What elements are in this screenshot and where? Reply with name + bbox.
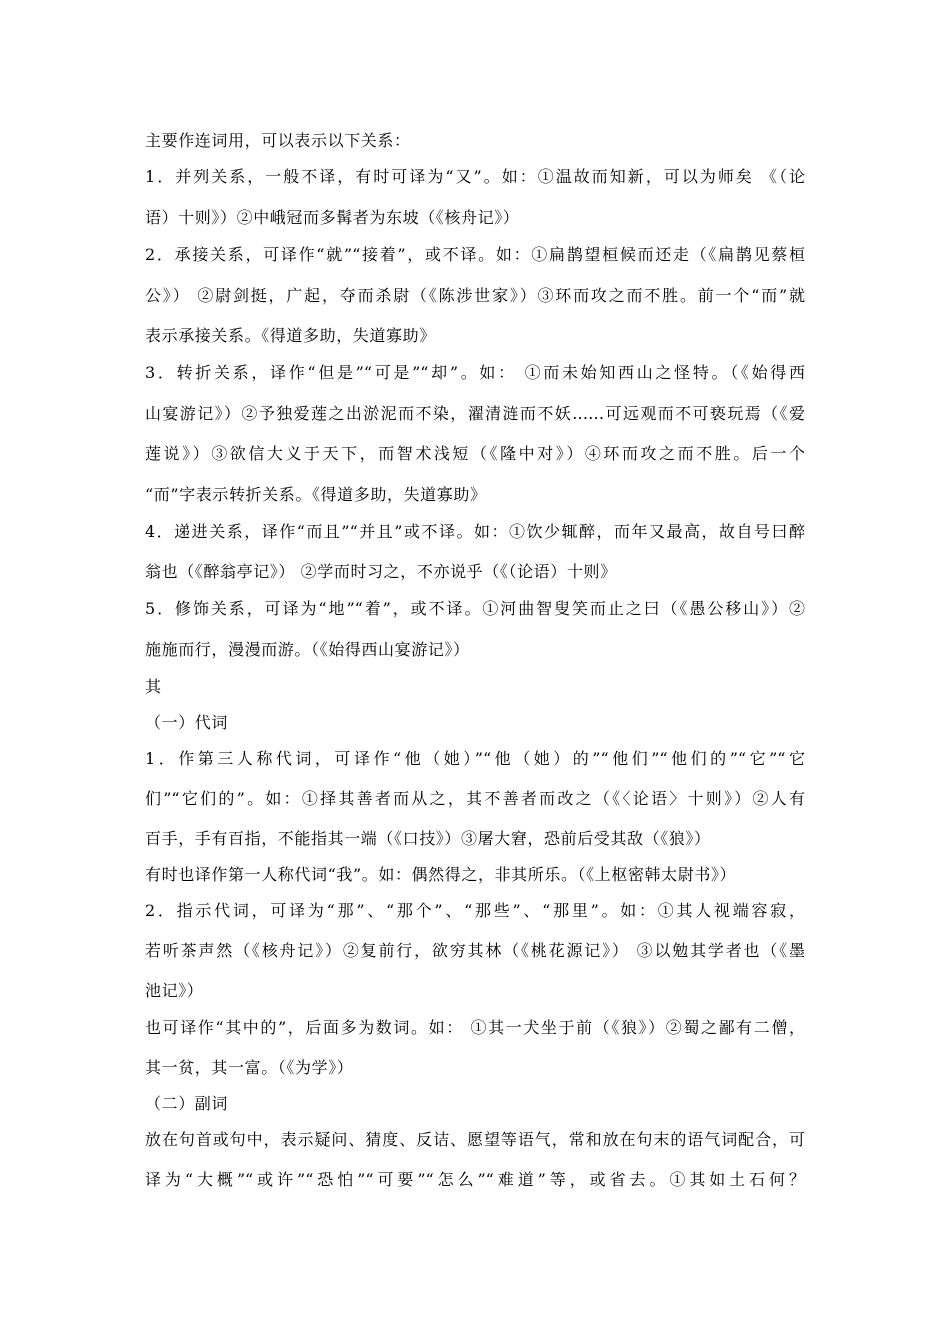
text-line: 有时也译作第一人称代词“我”。如：偶然得之，非其所乐。（《上枢密韩太尉书》） [145, 865, 737, 884]
text-line: 主要作连词用，可以表示以下关系： [145, 131, 411, 150]
section-heading: 其 [145, 677, 162, 696]
text-line: 语）十则》）②中峨冠而多髯者为东坡（《核舟记》） [145, 208, 520, 227]
text-line: 1．并列关系，一般不译，有时可译为“又”。如：①温故而知新，可以为师矣 《（论 [145, 167, 805, 186]
text-line: 2．指示代词，可译为“那”、“那个”、“那些”、“那里”。如：①其人视端容寂， [145, 901, 805, 920]
text-line: 1．作第三人称代词，可译作“他（她）”“他（她）的”“他们”“他们的”“它”“它 [145, 749, 805, 768]
text-line: 们”“它们的”。如：①择其善者而从之，其不善者而改之（《〈论语〉十则》）②人有 [145, 789, 805, 808]
text-line: 2．承接关系，可译作“就”“接着”，或不译。如：①扁鹊望桓候而还走（《扁鹊见蔡桓 [145, 245, 805, 264]
text-line: 译为“大概”“或许”“恐怕”“可要”“怎么”“难道”等，或省去。①其如土石何？ [145, 1170, 805, 1189]
text-line: 也可译作“其中的”，后面多为数词。如： ①其一犬坐于前（《狼》）②蜀之鄙有二僧， [145, 1018, 805, 1037]
text-line: 施施而行，漫漫而游。（《始得西山宴游记》） [145, 640, 470, 659]
text-line: 表示承接关系。《得道多助，失道寡助》 [145, 326, 436, 345]
text-line: 山宴游记》）②予独爱莲之出淤泥而不染，濯清涟而不妖……可远观而不可亵玩焉（《爱 [145, 404, 805, 423]
text-line: 3．转折关系，译作“但是”“可是”“却”。如： ①而未始知西山之怪特。（《始得西 [145, 363, 805, 382]
text-line: 百手，手有百指，不能指其一端（《口技》）③屠大窘，恐前后受其敌（《狼》） [145, 829, 711, 848]
text-line: 其一贫，其一富。（《为学》） [145, 1058, 354, 1077]
text-line: 5．修饰关系，可译为“地”“着”，或不译。①河曲智叟笑而止之曰（《愚公移山》）② [145, 599, 805, 618]
text-line: 若听茶声然（《核舟记》）②复前行，欲穷其林（《桃花源记》） ③以勉其学者也（《墨 [145, 941, 805, 960]
text-line: 4．递进关系，译作“而且”“并且”或不译。如：①饮少辄醉，而年又最高，故自号曰醉 [145, 522, 805, 541]
subsection-heading: （一）代词 [145, 713, 229, 732]
text-line: 翁也（《醉翁亭记》） ②学而时习之，不亦说乎（《（论语）十则》 [145, 562, 617, 581]
text-line: 放在句首或句中，表示疑问、猜度、反诘、愿望等语气，常和放在句末的语气词配合，可 [145, 1130, 805, 1149]
subsection-heading: （二）副词 [145, 1094, 229, 1113]
text-line: 莲说》）③欲信大义于天下，而智术浅短（《隆中对》）④环而攻之而不胜。后一个 [145, 444, 805, 463]
text-line: “而”字表示转折关系。《得道多助，失道寡助》 [145, 485, 487, 504]
text-line: 池记》） [145, 981, 204, 1000]
text-line: 公》） ②尉剑挺，广起，夺而杀尉（《陈涉世家》）③环而攻之而不胜。前一个“而”就 [145, 286, 805, 305]
